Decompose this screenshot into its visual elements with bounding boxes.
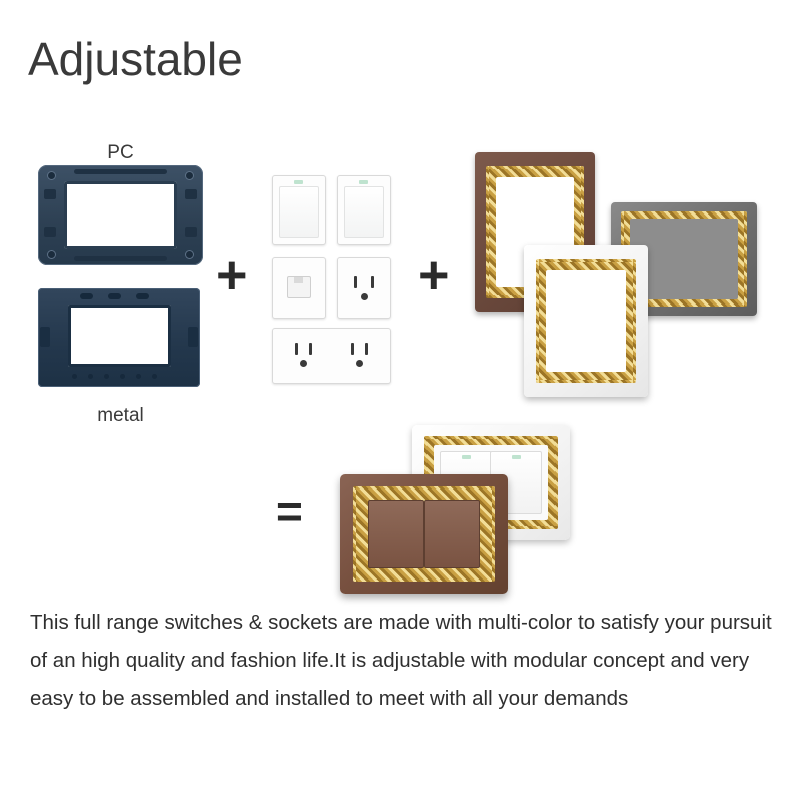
indicator-led bbox=[359, 180, 368, 184]
description-text: This full range switches & sockets are made with multi-color to satisfy your pursuit of an high quality and fashion life.It is adjustable with modular concept and very easy to be assembled and installed to meet with all your demands bbox=[30, 611, 772, 710]
pc-frame-window bbox=[64, 181, 177, 249]
product-bronze-window bbox=[364, 496, 484, 572]
pc-frame-screw-hole bbox=[186, 172, 193, 179]
metal-frame-slot bbox=[80, 293, 93, 299]
plus-operator-1: + bbox=[216, 245, 248, 305]
socket-slot bbox=[351, 343, 354, 355]
metal-label: metal bbox=[97, 405, 144, 426]
data-module bbox=[272, 257, 326, 319]
metal-frame-hole bbox=[72, 374, 77, 379]
pc-label: PC bbox=[107, 142, 134, 163]
switch-module-1 bbox=[272, 175, 326, 245]
pc-frame-bottom-bar bbox=[74, 256, 167, 261]
panel-white-window bbox=[546, 270, 626, 372]
jack-notch bbox=[294, 277, 303, 283]
pc-frame-notch bbox=[44, 189, 56, 199]
pc-frame-screw-hole bbox=[48, 172, 55, 179]
socket-module-3pin bbox=[337, 257, 391, 319]
rocker-button bbox=[344, 186, 384, 238]
metal-frame-window bbox=[68, 305, 171, 367]
metal-frame-slot bbox=[108, 293, 121, 299]
product-bronze-rocker-right bbox=[424, 500, 480, 568]
switch-module-2 bbox=[337, 175, 391, 245]
socket-ground-pin bbox=[361, 293, 368, 300]
pc-frame-notch bbox=[185, 227, 197, 237]
metal-frame-hole bbox=[104, 374, 109, 379]
metal-frame-hole bbox=[152, 374, 157, 379]
socket-slot bbox=[365, 343, 368, 355]
metal-frame-slot bbox=[136, 293, 149, 299]
metal-frame-tab bbox=[188, 327, 198, 347]
pc-frame-notch bbox=[44, 227, 56, 237]
pc-frame-notch bbox=[185, 189, 197, 199]
panel-white bbox=[524, 245, 648, 397]
indicator-led bbox=[512, 455, 521, 459]
rocker-button bbox=[279, 186, 319, 238]
indicator-led bbox=[294, 180, 303, 184]
plus-operator-2: + bbox=[418, 245, 450, 305]
socket-slot bbox=[354, 276, 357, 288]
metal-frame-hole bbox=[136, 374, 141, 379]
equals-operator: = bbox=[276, 485, 303, 537]
pc-frame bbox=[38, 165, 203, 265]
socket-module-double bbox=[272, 328, 391, 384]
product-bronze-rocker-left bbox=[368, 500, 424, 568]
product-bronze-switch bbox=[340, 474, 508, 594]
metal-frame-hole bbox=[88, 374, 93, 379]
socket-slot bbox=[371, 276, 374, 288]
indicator-led bbox=[462, 455, 471, 459]
metal-frame-hole bbox=[120, 374, 125, 379]
page-title: Adjustable bbox=[28, 33, 243, 85]
pc-frame-top-bar bbox=[74, 169, 167, 174]
socket-face bbox=[338, 258, 390, 318]
metal-frame-tab bbox=[40, 327, 50, 347]
socket-face-right bbox=[273, 329, 390, 383]
pc-frame-screw-hole bbox=[186, 251, 193, 258]
socket-ground-pin bbox=[356, 360, 363, 367]
data-jack bbox=[287, 276, 311, 298]
metal-frame bbox=[38, 288, 200, 387]
pc-frame-screw-hole bbox=[48, 251, 55, 258]
